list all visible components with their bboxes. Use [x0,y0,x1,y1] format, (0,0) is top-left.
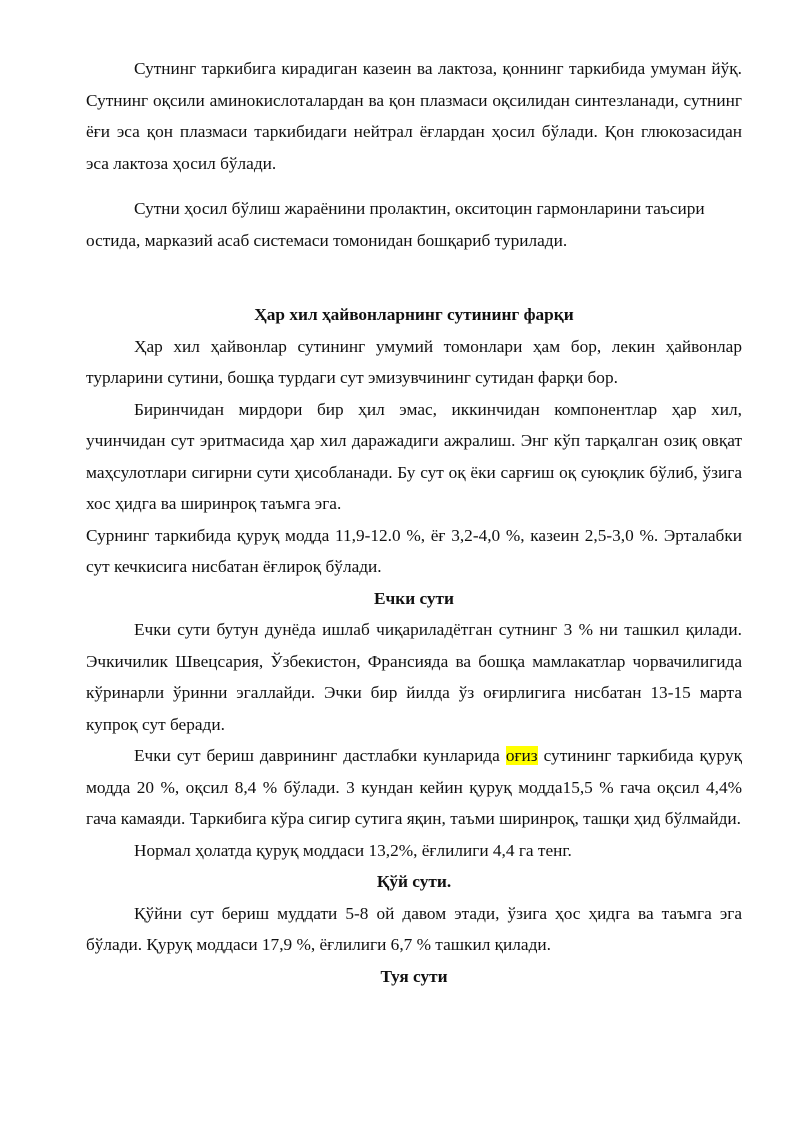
heading-sheep-milk: Қўй сути. [376,872,452,891]
paragraph-goat-milk-production: Ечки сути бутун дунёда ишлаб чиқариладётган сутнинг 3 % ни ташкил қилади. Эчкичилик Швецсария, Ўзбекистон, Франсияда ва бошқа мамлакатлар чорвачилигида кўринарли ўринни эгаллайди. Эчки бир йилда ўз оғирлигига нисбатан 13-15 марта купроқ сут беради. [86,620,742,734]
paragraph-sheep-milk: Қўйни сут бериш муддати 5-8 ой давом этади, ўзига ҳос ҳидга ва таъмга эга бўлади. Қуруқ моддаси 17,9 %, ёғлилиги 6,7 % ташкил қилади. [86,903,742,954]
paragraph-goat-normal: Нормал ҳолатда қуруқ моддаси 13,2%, ёғлилиги 4,4 га тенг. [134,840,572,860]
heading-animal-milk-differences: Ҳар хил ҳайвонларнинг сутининг фарқи [254,305,574,324]
document-page [86,53,742,992]
heading-goat-milk: Ечки сути [373,588,455,608]
paragraph-milk-regulation: Сутни ҳосил бўлиш жараёнини пролактин, окситоцин гармонларини таъсири остида, марказий асаб системаси томонидан бошқариб турилади. [86,199,705,250]
highlighted-word: оғиз [505,746,538,765]
paragraph-animal-differences-intro: Ҳар хил ҳайвонлар сутининг умумий томонлари ҳам бор, лекин ҳайвонлар турларини сутини, бошқа турдаги сут эмизувчининг сутидан фарқи бор. [86,336,742,387]
paragraph-cow-milk-composition: Сурнинг таркибида қуруқ модда 11,9-12.0 %, ёғ 3,2-4,0 %, казеин 2,5-3,0 %. Эрталабки сут кечкисига нисбатан ёғлироқ бўлади. [86,525,742,576]
colostrum-text-before: Ечки сут бериш даврининг дастлабки кунларида [134,746,506,765]
paragraph-cow-milk: Биринчидан мирдори бир ҳил эмас, иккинчидан компонентлар ҳар хил, учинчидан сут эритмасида ҳар хил даражадиги ажралиш. Энг кўп тарқалган озиқ овқат маҳсулотлари сигирни сути ҳисобланади. Бу сут оқ ёки сарғиш оқ суюқлик бўлиб, ўзига хос ҳидга ва ширинроқ таъмга эга. [86,399,742,513]
paragraph-milk-composition: Сутнинг таркибига кирадиган казеин ва лактоза, қоннинг таркибида умуман йўқ. Сутнинг оқсили аминокислоталардан ва қон плазмаси оқсилидан синтезланади, сутнинг ёғи эса қон плазмаси таркибидаги нейтрал ёғлардан ҳосил бўлади. Қон глюкозасидан эса лактоза ҳосил бўлади. [86,59,742,173]
paragraph-goat-colostrum [86,740,742,835]
colostrum-text-after: сутининг таркибида қуруқ модда 20 %, оқсил 8,4 % бўлади. 3 кундан кейин қуруқ модда15,5 % гача оқсил 4,4% гача камаяди. Таркибига кўра сигир сутига яқин, таъми ширинроқ, ташқи ҳид бўлмайди. [86,746,742,828]
heading-camel-milk: Туя сути [380,966,448,986]
